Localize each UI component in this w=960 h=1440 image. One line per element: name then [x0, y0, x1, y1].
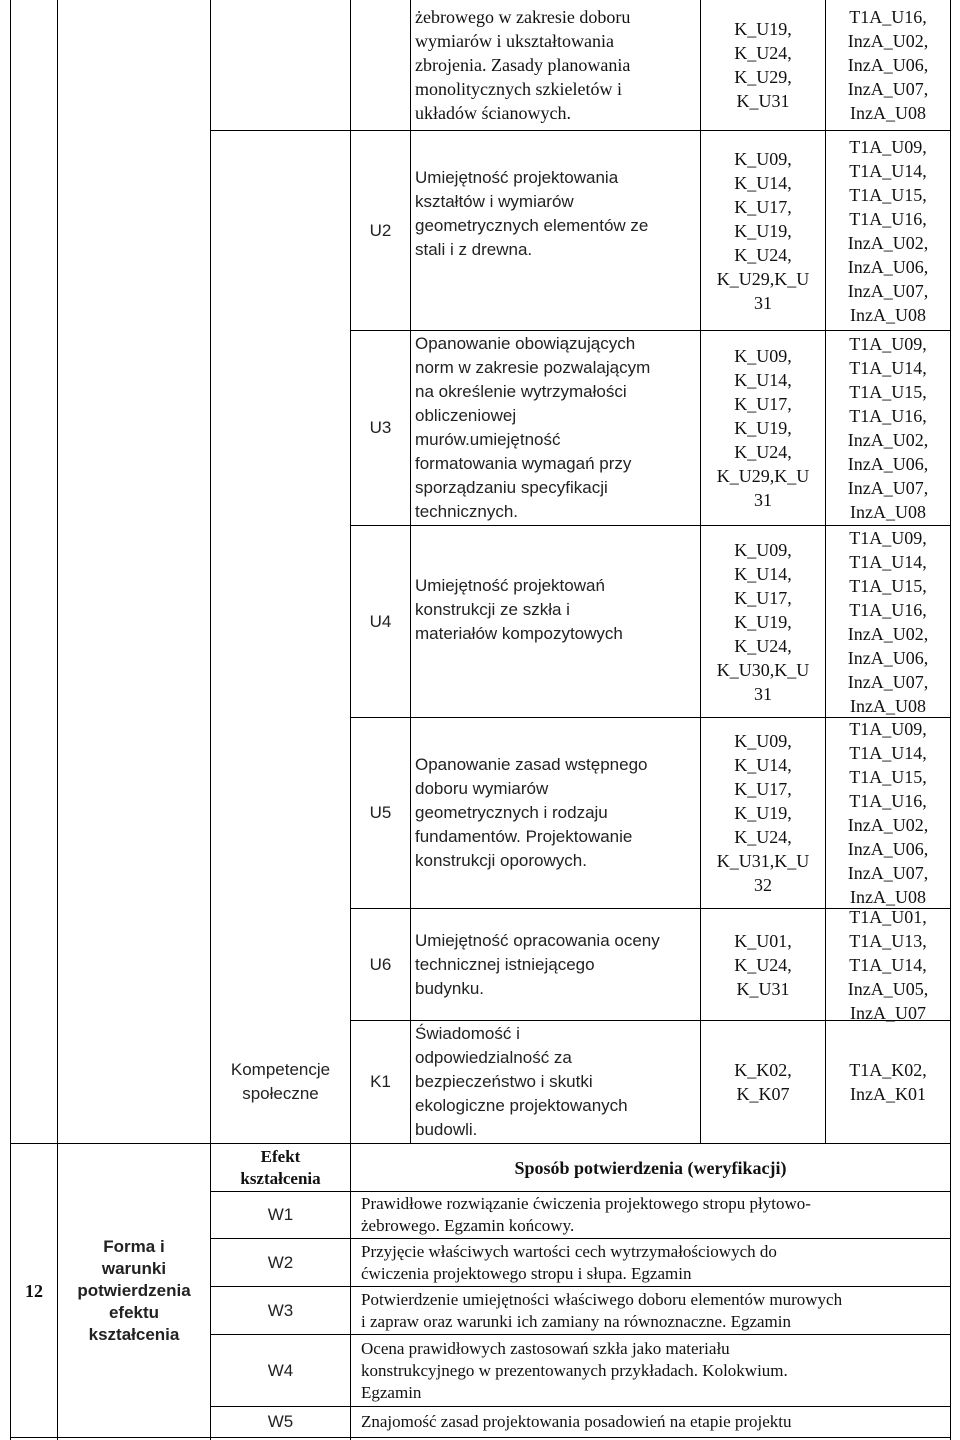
skill-description-cell [411, 718, 700, 908]
method-text: Znajomość zasad projektowania posadowień na etapie projektu [361, 1412, 792, 1431]
skill-code: U4 [369, 611, 392, 631]
skill-k-codes-cell [701, 131, 825, 330]
skill-k-codes-cell [701, 718, 825, 908]
effect-code-cell [211, 1287, 350, 1334]
skill-code-cell [351, 526, 410, 717]
skill-k-codes: K_U09, K_U14, K_U17, K_U19, K_U24, K_U30,K_U 31 [716, 539, 810, 704]
effect-code-cell [211, 1335, 350, 1406]
skill-description: Opanowanie zasad wstępnego doboru wymiarów geometrycznych i rodzaju fundamentów. Projektowanie konstrukcji oporowych. [415, 755, 648, 870]
effect-code-cell [211, 1192, 350, 1238]
skill-description: Umiejętność projektowania kształtów i wymiarów geometrycznych elementów ze stali i z drewna. [415, 167, 649, 259]
method-text: Potwierdzenie umiejętności właściwego doboru elementów murowych i zapraw oraz warunki ich zamiany na równoznaczne. Egzamin [361, 1289, 843, 1331]
skill-code: U5 [369, 803, 392, 822]
skill-k-codes-cell [701, 331, 825, 525]
effect-code-cell [211, 1239, 350, 1286]
effect-code: W1 [267, 1205, 294, 1224]
skill-description: Umiejętność projektowań konstrukcji ze szkła i materiałów kompozytowych [415, 575, 623, 643]
competence-t-codes: T1A_K02, InzA_K01 [849, 1060, 927, 1104]
skill-code: U6 [369, 954, 392, 974]
row-number: 12 [25, 1280, 43, 1301]
competence-k-codes: K_K02, K_K07 [734, 1060, 792, 1104]
method-cell [351, 1239, 950, 1286]
skill-t-codes: T1A_U09, T1A_U14, T1A_U15, T1A_U16, InzA_U02, InzA_U06, InzA_U07, InzA_U08 [847, 136, 929, 325]
skill-t-codes: T1A_U01, T1A_U13, T1A_U14, InzA_U05, InzA_U07 [847, 906, 929, 1023]
skill-description-cell [411, 131, 700, 330]
competence-category-cell [211, 1021, 350, 1143]
top-row-t-codes [826, 0, 950, 130]
skill-t-codes: T1A_U09, T1A_U14, T1A_U15, T1A_U16, InzA_U02, InzA_U06, InzA_U07, InzA_U08 [847, 334, 929, 522]
skill-code-cell [351, 131, 410, 330]
row-number-cell [11, 1144, 57, 1437]
effect-code: W3 [267, 1300, 294, 1320]
section-label: Forma i warunki potwierdzenia efektu kształcenia [77, 1236, 191, 1344]
competence-description-cell [411, 1021, 700, 1143]
competence-code: K1 [370, 1072, 391, 1091]
method-header-cell [351, 1144, 950, 1191]
skill-k-codes-cell [701, 909, 825, 1020]
method-cell [351, 1407, 950, 1437]
method-text: Prawidłowe rozwiązanie ćwiczenia projektowego stropu płytowo- żebrowego. Egzamin końcowy. [361, 1194, 811, 1235]
skill-description-cell [411, 331, 700, 525]
effect-code: W4 [267, 1360, 294, 1380]
skill-k-codes-cell [701, 526, 825, 717]
skill-t-codes: T1A_U09, T1A_U14, T1A_U15, T1A_U16, InzA_U02, InzA_U06, InzA_U07, InzA_U08 [847, 527, 929, 716]
skill-t-codes-cell [826, 331, 950, 525]
competence-description: Świadomość i odpowiedzialność za bezpieczeństwo i skutki ekologiczne projektowanych budowli. [415, 1024, 628, 1139]
effect-header-cell [211, 1144, 350, 1191]
method-cell [351, 1287, 950, 1334]
effect-code-cell [211, 1407, 350, 1437]
effect-header: Efekt kształcenia [240, 1146, 321, 1188]
effect-code: W2 [267, 1252, 294, 1272]
table-border-bottom [10, 1437, 951, 1438]
effect-code: W5 [267, 1412, 294, 1431]
method-header: Sposób potwierdzenia (weryfikacji) [514, 1157, 787, 1178]
method-cell [351, 1192, 950, 1238]
top-row-k-codes [701, 0, 825, 130]
method-text: Ocena prawidłowych zastosowań szkła jako materiału konstrukcyjnego w prezentowanych przykładach. Kolokwium. Egzamin [361, 1338, 788, 1402]
competence-t-codes-cell [826, 1021, 950, 1143]
skill-t-codes: T1A_U09, T1A_U14, T1A_U15, T1A_U16, InzA_U02, InzA_U06, InzA_U07, InzA_U08 [847, 719, 929, 907]
skill-code-cell [351, 718, 410, 908]
method-text: Przyjęcie właściwych wartości cech wytrzymałościowych do ćwiczenia projektowego stropu i słupa. Egzamin [361, 1241, 777, 1283]
competence-code-cell [351, 1021, 410, 1143]
skill-t-codes-cell [826, 526, 950, 717]
skill-k-codes: K_U09, K_U14, K_U17, K_U19, K_U24, K_U31,K_U 32 [716, 731, 810, 895]
skill-k-codes: K_U09, K_U14, K_U17, K_U19, K_U24, K_U29,K_U 31 [716, 346, 810, 510]
skill-code: U2 [369, 220, 392, 240]
table-border-right [950, 0, 951, 1440]
skill-k-codes: K_U09, K_U14, K_U17, K_U19, K_U24, K_U29,K_U 31 [716, 148, 810, 313]
top-row-t-codes-text: T1A_U16, InzA_U02, InzA_U06, InzA_U07, InzA_U08 [847, 7, 929, 123]
skill-t-codes-cell [826, 906, 950, 1023]
skill-code-cell [351, 331, 410, 525]
skill-t-codes-cell [826, 131, 950, 330]
skill-code: U3 [369, 418, 392, 437]
skill-description: Umiejętność opracowania oceny technicznej istniejącego budynku. [415, 930, 660, 998]
skill-description: Opanowanie obowiązujących norm w zakresie pozwalającym na określenie wytrzymałości obliczeniowej murów.umiejętność formatowania wymagań przy sporządzaniu specyfikacji technicznych. [415, 334, 651, 521]
method-cell [351, 1335, 950, 1406]
section-label-cell [58, 1144, 210, 1437]
top-row-description [411, 0, 700, 130]
top-row-k-codes-text: K_U19, K_U24, K_U29, K_U31 [734, 19, 792, 111]
top-row-description-text: żebrowego w zakresie doboru wymiarów i ukształtowania zbrojenia. Zasady planowania monolitycznych szkieletów i układów ścianowych. [415, 7, 631, 123]
competence-k-codes-cell [701, 1021, 825, 1143]
skill-k-codes: K_U01, K_U24, K_U31 [734, 930, 792, 999]
competence-category: Kompetencje społeczne [230, 1060, 331, 1103]
skill-t-codes-cell [826, 718, 950, 908]
skill-description-cell [411, 526, 700, 717]
skill-code-cell [351, 909, 410, 1020]
skill-description-cell [411, 909, 700, 1020]
